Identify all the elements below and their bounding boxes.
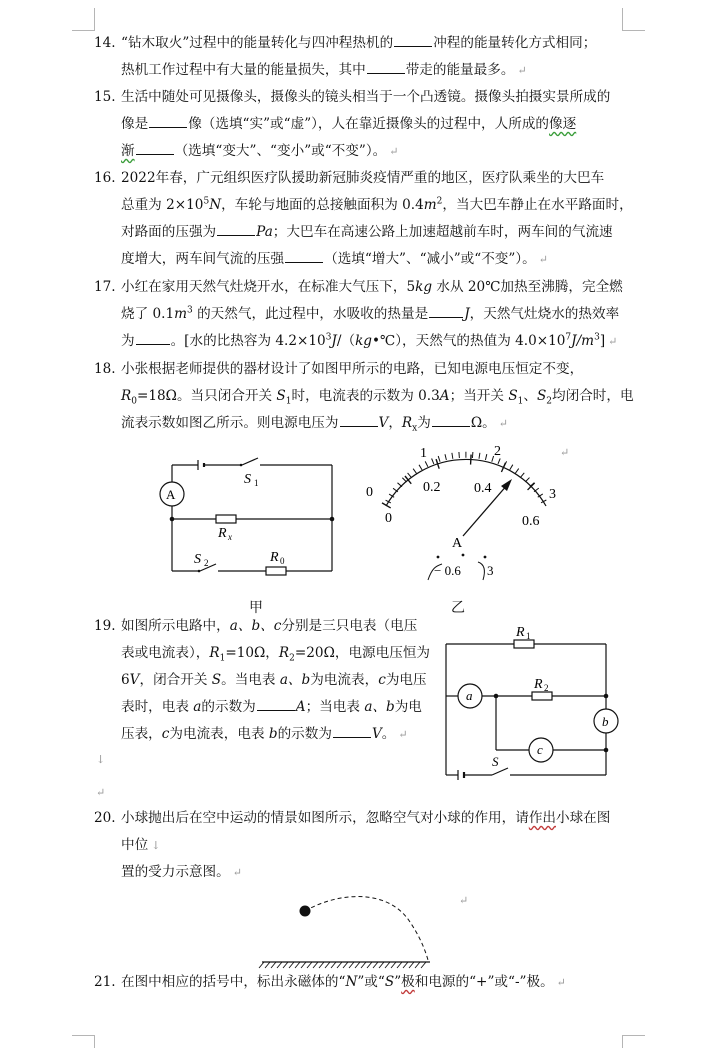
dial-inner-tick: 0.2: [423, 480, 441, 495]
line-break-mark: ↓: [151, 839, 161, 852]
subscript: 2: [546, 396, 553, 407]
text: ，天然气灶烧水的热效率: [469, 306, 620, 322]
symbol: R: [209, 645, 220, 661]
question-number: 15.: [94, 89, 116, 105]
switch-s2-label: S: [194, 552, 201, 567]
meter-a-label: a: [466, 688, 473, 703]
terminal-label: 3: [487, 563, 494, 578]
text: 表时，电表: [121, 699, 194, 715]
unit: kg: [415, 279, 433, 295]
answer-blank[interactable]: [136, 331, 170, 345]
question-number: 21.: [94, 974, 116, 990]
paragraph-mark: ↵: [517, 64, 527, 77]
text: 热机工作过程中有大量的能量损失，其中: [121, 62, 366, 78]
text: 度增大，两车间气流的压强: [121, 251, 285, 267]
dial-outer-tick: 2: [494, 444, 501, 459]
text: 置的受力示意图。: [121, 864, 230, 880]
symbol: a、b、c: [229, 618, 282, 634]
text: ；当开关: [449, 388, 509, 404]
text-spellcheck: 像逐: [549, 116, 577, 132]
question-number: 16.: [94, 170, 116, 186]
answer-blank[interactable]: [394, 33, 432, 47]
question-20: [94, 805, 624, 886]
text: 小张根据老师提供的器材设计了如图甲所示的电路，已知电源电压恒定不变，: [121, 361, 584, 377]
question-18: [94, 356, 634, 437]
symbol: b: [268, 726, 278, 742]
paragraph-mark: ↵: [459, 894, 469, 907]
superscript: 7: [565, 332, 572, 343]
unit: V: [129, 672, 140, 688]
question-14: [94, 30, 624, 84]
unit: V: [378, 415, 389, 431]
text: 为电压: [385, 672, 427, 688]
question-19: [94, 613, 431, 748]
symbol: R: [121, 388, 132, 404]
text: ，闭合开关: [139, 672, 212, 688]
answer-blank[interactable]: [149, 114, 187, 128]
question-21: [94, 969, 624, 996]
subscript: 2: [204, 558, 209, 568]
text: 6: [121, 672, 130, 688]
circuit-diagram-q19: [440, 620, 630, 780]
paragraph-mark: ↵: [232, 866, 242, 879]
unit: J: [331, 333, 337, 349]
subscript: 1: [219, 653, 226, 664]
ammeter-label: A: [166, 487, 176, 502]
dial-inner-tick: 0: [385, 511, 392, 526]
text: 小球在图: [556, 810, 611, 826]
unit: Pa: [256, 224, 273, 240]
text-spellcheck: 作出: [528, 810, 556, 826]
answer-blank[interactable]: [136, 141, 174, 155]
text: 为: [417, 415, 431, 431]
unit: A: [295, 699, 306, 715]
text: ，: [388, 415, 402, 431]
answer-blank[interactable]: [340, 413, 378, 427]
text: =18Ω。当只闭合开关: [136, 388, 277, 404]
switch-s-label: S: [492, 754, 499, 769]
text: =10Ω，: [225, 645, 279, 661]
question-number: 14.: [94, 35, 116, 51]
subscript: 1: [285, 396, 292, 407]
unit: m: [174, 306, 188, 322]
figure-caption-yi: 乙: [451, 600, 465, 616]
symbol: S: [276, 388, 286, 404]
symbol: c: [378, 672, 386, 688]
text: ”: [394, 974, 402, 990]
text: 中位: [121, 837, 149, 853]
subscript: 1: [517, 396, 524, 407]
projectile-diagram: [258, 888, 438, 972]
question-16: [94, 165, 633, 273]
text: 流表示数如图乙所示。则电源电压为: [121, 415, 339, 431]
question-number: 19.: [94, 618, 116, 634]
text: /（: [336, 333, 356, 349]
text: •℃），天然气的热值为 4.0×10: [372, 333, 566, 349]
line-break-mark: ↓: [96, 753, 106, 766]
question-number: 17.: [94, 279, 116, 295]
text: 分别是三只电表（电压: [281, 618, 418, 634]
corner-mark-top-right: [622, 8, 645, 31]
text: ，车轮与地面的总接触面积为 0.4: [221, 197, 424, 213]
subscript: x: [412, 423, 418, 434]
subscript: 1: [526, 631, 531, 641]
superscript: 2: [436, 196, 443, 207]
unit: J/m: [571, 333, 595, 349]
text: 压表，: [121, 726, 162, 742]
symbol: R: [401, 415, 413, 431]
text: 水从 20℃加热至沸腾，完全燃: [432, 279, 623, 295]
text: ；当电表: [305, 699, 365, 715]
ball: [300, 906, 311, 917]
text-spellcheck: 极: [401, 974, 415, 990]
text: 在图中相应的括号中，标出永磁体的“: [121, 974, 346, 990]
question-17: [94, 274, 624, 355]
subscript: 2: [289, 653, 295, 664]
text: 带走的能量最多。: [405, 62, 515, 78]
symbol: a、b: [364, 699, 395, 715]
question-number: 18.: [94, 361, 116, 377]
symbol: a、b: [279, 672, 311, 688]
unit: N: [209, 197, 222, 213]
symbol: S: [508, 388, 518, 404]
text: （选填“变大”、“变小”或“不变”）。: [174, 143, 387, 159]
text: 生活中随处可见摄像头，摄像头的镜头相当于一个凸透镜。摄像头拍摄实景所成的: [121, 89, 611, 105]
subscript: 1: [254, 478, 259, 488]
text: 为电: [394, 699, 422, 715]
text: 。当电表: [221, 672, 280, 688]
superscript: 3: [325, 332, 332, 343]
unit: A: [439, 388, 450, 404]
text: 对路面的压强为: [121, 224, 217, 240]
paragraph-mark: ↵: [538, 253, 548, 266]
answer-blank[interactable]: [285, 249, 323, 263]
subscript: 0: [280, 556, 285, 566]
meter-c-label: c: [537, 742, 543, 757]
dial-inner-tick: 0.6: [522, 514, 540, 529]
text: 2022年春，广元组织医疗队援助新冠肺炎疫情严重的地区，医疗队乘坐的大巴车: [121, 170, 605, 186]
text: 为电流表，: [310, 672, 379, 688]
text: 表或电流表），: [121, 645, 210, 661]
text: 的天然气，此过程中，水吸收的热量是: [192, 306, 429, 322]
text: 。: [381, 726, 396, 742]
subscript: 2: [544, 683, 549, 693]
text: （选填“增大”、“减小”或“不变”）。: [324, 251, 536, 267]
dial-inner-tick: 0.4: [474, 481, 492, 496]
symbol: R: [278, 645, 290, 661]
resistor-r2-label: R: [534, 677, 543, 692]
symbol: a: [193, 699, 202, 715]
text: 为: [121, 333, 135, 349]
question-number: 20.: [94, 810, 116, 826]
corner-mark-top-left: [72, 8, 95, 31]
unit: m: [423, 197, 437, 213]
paragraph-mark: ↵: [498, 417, 508, 430]
text: 小红在家用天然气灶烧开水，在标准大气压下，5: [121, 279, 416, 295]
answer-blank[interactable]: [367, 60, 405, 74]
paragraph-mark: ↵: [96, 786, 106, 799]
text: 。[水的比热容为 4.2×10: [170, 333, 326, 349]
dial-meter-label: A: [452, 536, 463, 551]
dial-outer-tick: 3: [549, 487, 556, 502]
resistor-rx-label: R: [218, 526, 227, 541]
figure-caption-jia: 甲: [249, 600, 263, 616]
text: 、: [523, 388, 537, 404]
text: 冲程的能量转化方式相同；: [433, 35, 597, 51]
dial-outer-tick: 0: [366, 485, 373, 500]
resistor-r0-label: R: [270, 550, 279, 565]
unit: J: [464, 306, 470, 322]
circuit-diagram-a: [150, 455, 340, 585]
text: 小球抛出后在空中运动的情景如图所示，忽略空气对小球的作用，请: [121, 810, 529, 826]
text-spellcheck: 渐: [121, 143, 135, 159]
symbol: N: [345, 974, 358, 990]
text: 像（选填“实”或“虚”），人在靠近摄像头的过程中，人所成的: [188, 116, 550, 132]
answer-blank[interactable]: [257, 697, 295, 711]
text: 的示数为: [201, 699, 256, 715]
text: ”或“: [357, 974, 385, 990]
paragraph-mark: ↵: [389, 145, 399, 158]
text: 均闭合时，电: [552, 388, 634, 404]
answer-blank[interactable]: [217, 222, 255, 236]
dial-outer-tick: 1: [420, 446, 427, 461]
text: “钻木取火”过程中的能量转化与四冲程热机的: [121, 35, 394, 51]
text: =20Ω，电源电压恒为: [294, 645, 431, 661]
symbol: c: [161, 726, 170, 742]
text: 为电流表，电表: [169, 726, 269, 742]
text: 的示数为: [277, 726, 332, 742]
resistor-r1-label: R: [516, 625, 525, 640]
symbol: S: [536, 388, 547, 404]
question-15: [94, 84, 624, 165]
answer-blank[interactable]: [333, 724, 371, 738]
text: 烧了 0.1: [121, 306, 175, 322]
superscript: 3: [187, 305, 193, 316]
corner-mark-bottom-right: [622, 1035, 645, 1048]
subscript: x: [228, 532, 232, 542]
paragraph-mark: ↵: [608, 335, 618, 348]
text: ，当大巴车静止在水平路面时，: [442, 197, 633, 213]
paragraph-mark: ↵: [398, 728, 408, 741]
unit: V: [371, 726, 382, 742]
text: 如图所示电路中，: [121, 618, 230, 634]
paragraph-mark: ↵: [560, 446, 570, 459]
symbol: S: [384, 974, 395, 990]
answer-blank[interactable]: [429, 304, 463, 318]
text: 时，电流表的示数为 0.3: [291, 388, 440, 404]
answer-blank[interactable]: [432, 413, 470, 427]
superscript: 5: [203, 196, 210, 207]
text: Ω。: [470, 415, 496, 431]
corner-mark-bottom-left: [72, 1035, 95, 1048]
paragraph-mark: ↵: [556, 976, 566, 989]
switch-s1-label: S: [244, 472, 251, 487]
text: ]: [599, 333, 606, 349]
text: 和电源的“+”或“-”极。: [414, 974, 554, 990]
subscript: 0: [131, 396, 137, 407]
text: ；大巴车在高速公路上加速超越前车时，两车间的气流速: [272, 224, 613, 240]
text: 总重为 2×10: [121, 197, 204, 213]
superscript: 3: [594, 332, 600, 343]
ammeter-dial: [360, 440, 560, 590]
unit: kg: [355, 333, 373, 349]
meter-b-label: b: [602, 714, 609, 729]
terminal-label: − 0.6: [434, 563, 461, 578]
symbol: S: [211, 672, 222, 688]
text: 像是: [121, 116, 149, 132]
